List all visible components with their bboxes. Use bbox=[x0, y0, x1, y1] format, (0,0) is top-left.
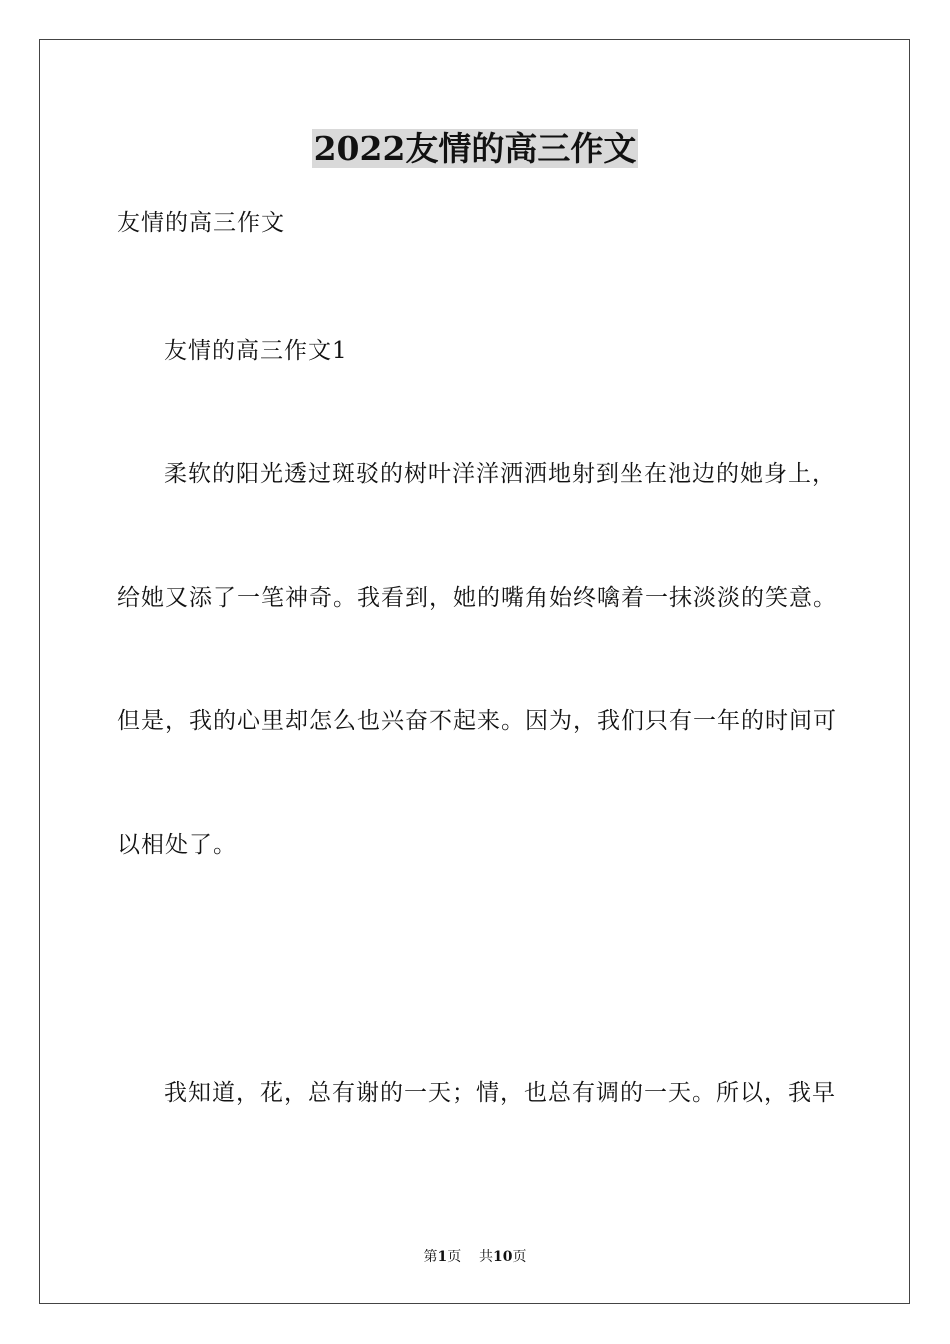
page-footer bbox=[0, 1248, 950, 1266]
paragraph-1-line-3: 但是，我的心里却怎么也兴奋不起来。因为，我们只有一年的时间可 bbox=[117, 708, 837, 734]
document-subtitle: 友情的高三作文 bbox=[117, 210, 285, 236]
footer-total-suffix: 页 bbox=[512, 1249, 527, 1265]
paragraph-1-line-1: 柔软的阳光透过斑驳的树叶洋洋洒洒地射到坐在池边的她身上， bbox=[164, 461, 836, 487]
footer-current-page: 1 bbox=[437, 1249, 448, 1265]
document-title bbox=[0, 128, 950, 170]
document-title-text: 2022友情的高三作文 bbox=[313, 129, 637, 168]
footer-total-prefix: 共 bbox=[479, 1249, 494, 1265]
footer-page-suffix: 页 bbox=[447, 1249, 462, 1265]
section-heading: 友情的高三作文1 bbox=[164, 338, 348, 364]
paragraph-2-line-1: 我知道，花，总有谢的一天；情，也总有调的一天。所以，我早 bbox=[164, 1080, 836, 1106]
paragraph-1-line-4: 以相处了。 bbox=[117, 832, 237, 858]
footer-total-pages: 10 bbox=[493, 1249, 513, 1265]
paragraph-1-line-2: 给她又添了一笔神奇。我看到，她的嘴角始终噙着一抹淡淡的笑意。 bbox=[117, 585, 837, 611]
footer-page-prefix: 第 bbox=[423, 1249, 438, 1265]
